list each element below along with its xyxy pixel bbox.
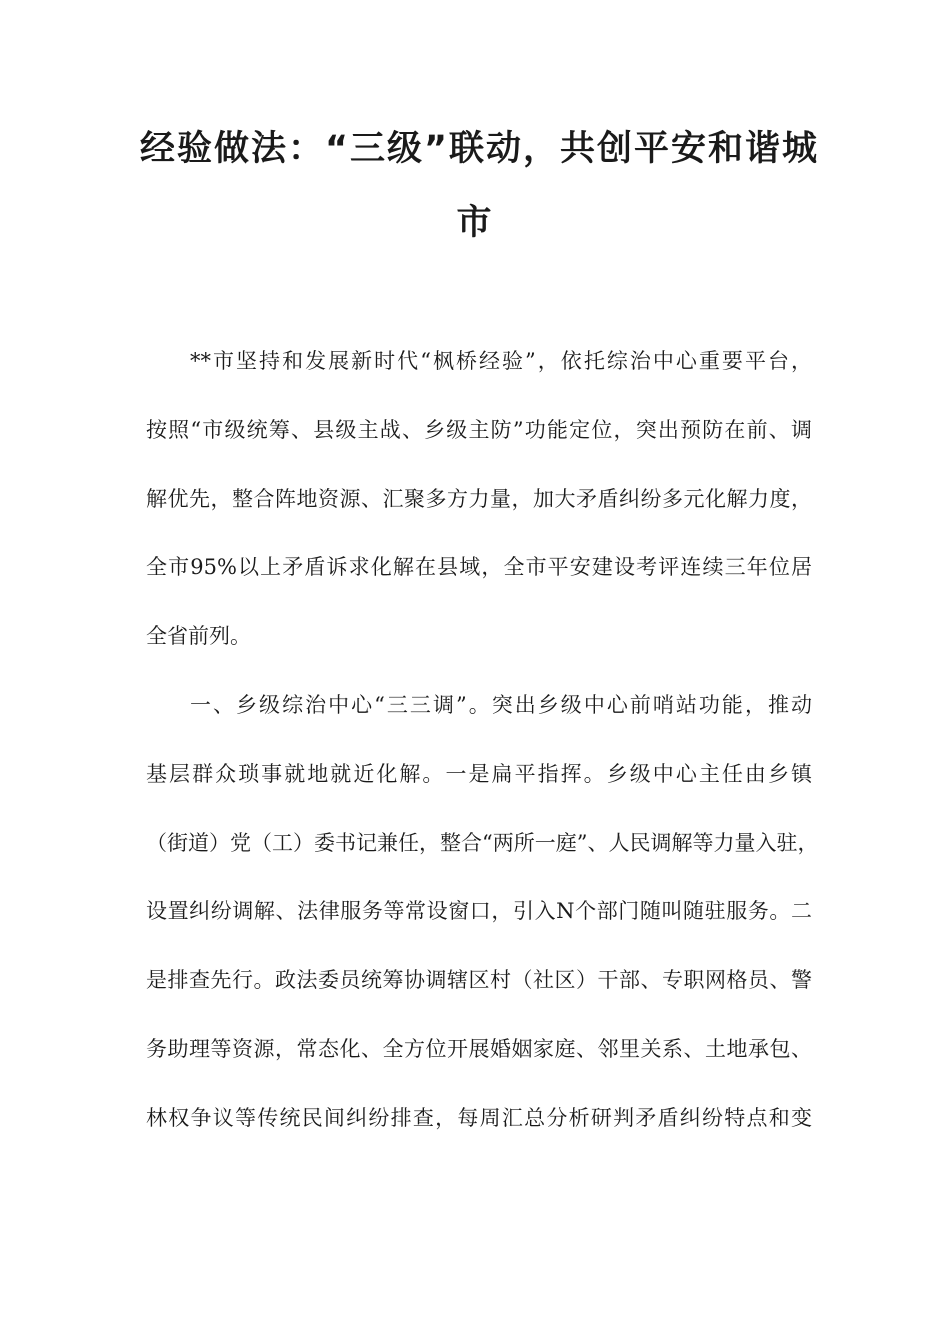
text-line: 务助理等资源，常态化、全方位开展婚姻家庭、邻里关系、土地承包、 xyxy=(146,1036,812,1061)
text-line: 全省前列。 xyxy=(146,624,251,649)
document-body xyxy=(146,327,819,1153)
paragraph-intro xyxy=(146,327,812,671)
text-line: 是排查先行。政法委员统筹协调辖区村（社区）干部、专职网格员、警 xyxy=(146,968,812,993)
document-title xyxy=(140,112,820,260)
text-line: （街道）党（工）委书记兼任，整合“两所一庭”、人民调解等力量入驻， xyxy=(146,830,819,855)
text-line: 解优先，整合阵地资源、汇聚多方力量，加大矛盾纠纷多元化解力度， xyxy=(146,486,812,511)
text-line: 基层群众琐事就地就近化解。一是扁平指挥。乡级中心主任由乡镇 xyxy=(146,761,812,786)
title-line: 市 xyxy=(456,203,494,243)
text-line: 林权争议等传统民间纠纷排查，每周汇总分析研判矛盾纠纷特点和变 xyxy=(146,1105,812,1130)
paragraph-section-one xyxy=(146,671,819,1153)
text-line: 全市95%以上矛盾诉求化解在县域，全市平安建设考评连续三年位居 xyxy=(146,555,812,580)
text-line: 按照“市级统筹、县级主战、乡级主防”功能定位，突出预防在前、调 xyxy=(146,417,812,442)
text-line: **市坚持和发展新时代“枫桥经验”，依托综治中心重要平台， xyxy=(190,349,812,373)
title-line: 经验做法：“三级”联动，共创平安和谐城 xyxy=(140,129,820,169)
text-line: 一、乡级综治中心“三三调”。突出乡级中心前哨站功能，推动 xyxy=(190,692,812,717)
text-line: 设置纠纷调解、法律服务等常设窗口，引入N个部门随叫随驻服务。二 xyxy=(146,899,812,924)
